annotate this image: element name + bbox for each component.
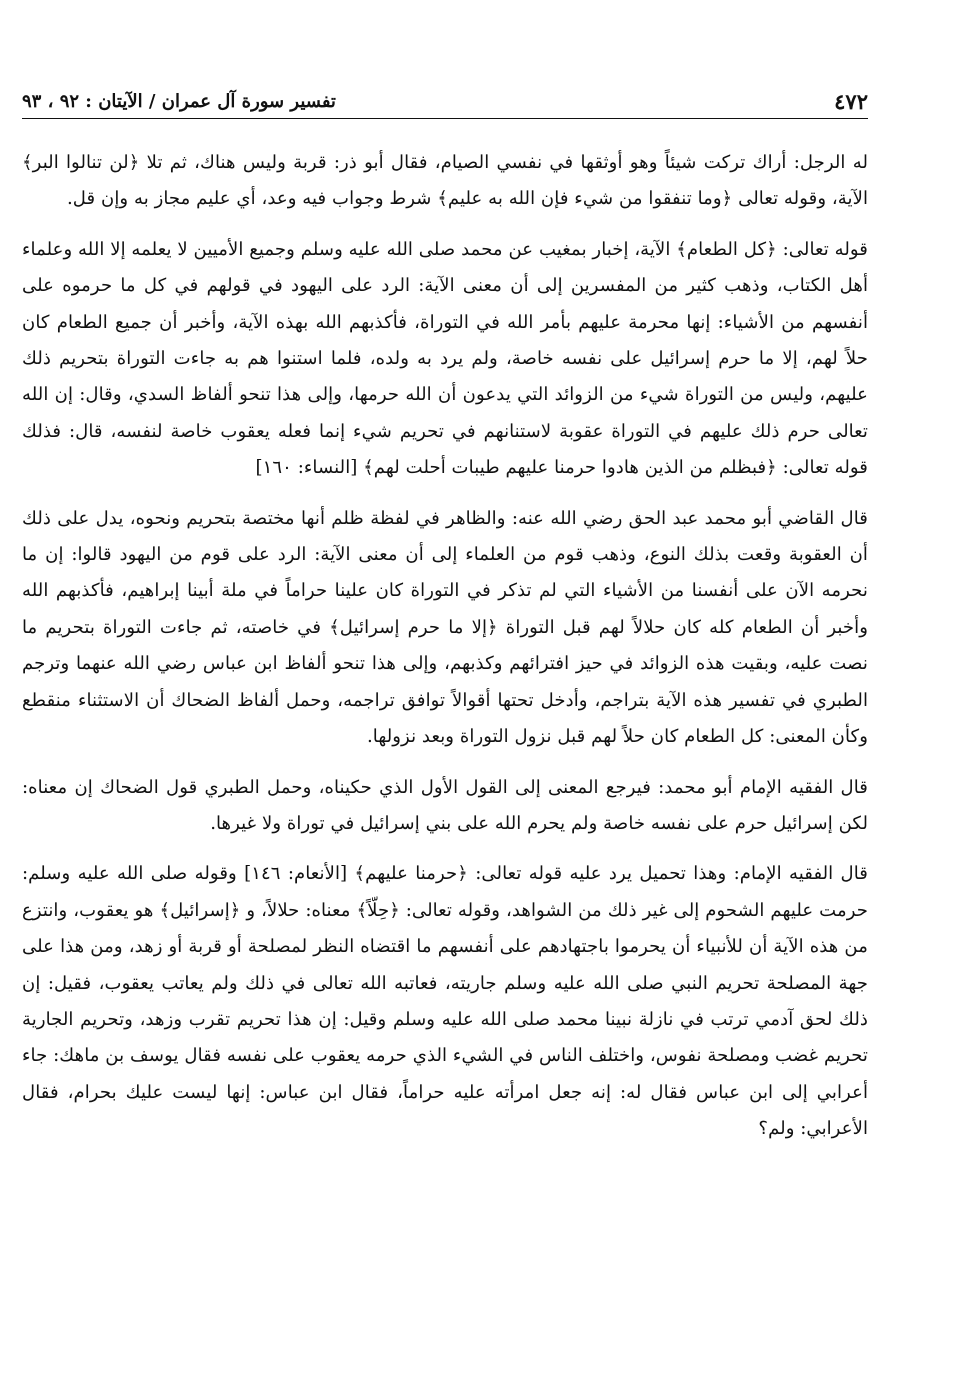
page-number: ٤٧٢	[834, 89, 868, 114]
paragraph-2: قوله تعالى: ﴿كل الطعام﴾ الآية، إخبار بمغيب عن محمد صلى الله عليه وسلم وجميع الأميين لا يعلمه إلا الله وعلماء أهل الكتاب، وذهب كثير من المفسرين إلى أن معنى الآية: الرد على اليهود في قولهم في كل ما حرموه على أنفسهم من الأشياء: إنها محرمة عليهم بأمر الله في التوراة، فأكذبهم الله بهذه الآية، وأخبر أن جميع الطعام كان حلاً لهم، إلا ما حرم إسرائيل على نفسه خاصة، ولم يرد به ولده، فلما استنوا هم به جاءت التوراة بتحريم ذلك عليهم، وليس من التوراة شيء من الزوائد التي يدعون أن الله حرمها، وإلى هذا تنحو ألفاظ السدي، وقال: إن الله تعالى حرم ذلك عليهم في التوراة عقوبة لاستنانهم في تحريم شيء إنما فعله يعقوب خاصة لنفسه، قال: فذلك قوله تعالى: ﴿فبظلم من الذين هادوا حرمنا عليهم طيبات أحلت لهم﴾ [النساء: ١٦٠]	[22, 238, 868, 479]
paragraph-3: قال القاضي أبو محمد عبد الحق رضي الله عنه: والظاهر في لفظة ظلم أنها مختصة بتحريم ونحوه، يدل على ذلك أن العقوبة وقعت بذلك النوع، وذهب قوم من العلماء إلى أن معنى الآية: الرد على قوم من اليهود قالوا: إن ما نحرمه الآن على أنفسنا من الأشياء التي لم تذكر في التوراة كان علينا حراماً في ملة أبينا إبراهيم، فأكذبهم الله وأخبر أن الطعام كله كان حلالاً لهم قبل التوراة ﴿إلا ما حرم إسرائيل﴾ في خاصته، ثم جاءت التوراة بتحريم ما نصت عليه، وبقيت هذه الزوائد في حيز افترائهم وكذبهم، وإلى هذا تنحو ألفاظ ابن عباس رضي الله عنهما وترجم الطبري في تفسير هذه الآية بتراجم، وأدخل تحتها أقوالاً توافق تراجمه، وحمل ألفاظ الضحاك أن الاستثناء منقطع وكأن المعنى: كل الطعام كان حلاً لهم قبل نزول التوراة وبعد نزولها.	[22, 507, 868, 748]
paragraph-1: له الرجل: أراك تركت شيئاً وهو أوثقها في نفسي الصيام، فقال أبو ذر: قربة وليس هناك، ثم تلا ﴿لن تنالوا البر﴾ الآية، وقوله تعالى ﴿وما تنفقوا من شيء فإن الله به عليم﴾ شرط وجواب فيه وعد، أي عليم مجاز به وإن قل.	[22, 152, 868, 210]
body-text	[22, 145, 868, 1162]
paragraph-4: قال الفقيه الإمام أبو محمد: فيرجع المعنى إلى القول الأول الذي حكيناه، وحمل الطبري قول الضحاك إن معناه: لكن إسرائيل حرم على نفسه خاصة ولم يحرم الله على بني إسرائيل في توراة ولا غيرها.	[22, 776, 868, 834]
header-title: تفسير سورة آل عمران / الآيتان : ٩٢ ، ٩٣	[22, 91, 336, 112]
paragraph-5: قال الفقيه الإمام: وهذا تحميل يرد عليه قوله تعالى: ﴿حرمنا عليهم﴾ [الأنعام: ١٤٦] وقوله صلى الله عليه وسلم: حرمت عليهم الشحوم إلى غير ذلك من الشواهد، وقوله تعالى: ﴿حِلّاً﴾ معناه: حلالاً، و ﴿إسرائيل﴾ هو يعقوب، وانتزع من هذه الآية أن للأنبياء أن يحرموا باجتهادهم على أنفسهم ما اقتضاه النظر لمصلحة أو قربة أو زهد، ومن هذا على جهة المصلحة تحريم النبي صلى الله عليه وسلم جاريته، فعاتبه الله تعالى في ذلك ولم يعاتب يعقوب، فقيل: إن ذلك لحق آدمي ترتب في نازلة نبينا محمد صلى الله عليه وسلم وقيل: إن هذا تحريم تقرب وزهد، وتحريم الجارية تحريم غضب ومصلحة نفوس، واختلف الناس في الشيء الذي حرمه يعقوب على نفسه فقال يوسف بن ماهك: جاء أعرابي إلى ابن عباس فقال له: إنه جعل امرأته عليه حراماً، فقال ابن عباس: إنها ليست عليك بحرام، فقال الأعرابي: ولم؟	[22, 863, 868, 1140]
running-header	[22, 88, 868, 119]
